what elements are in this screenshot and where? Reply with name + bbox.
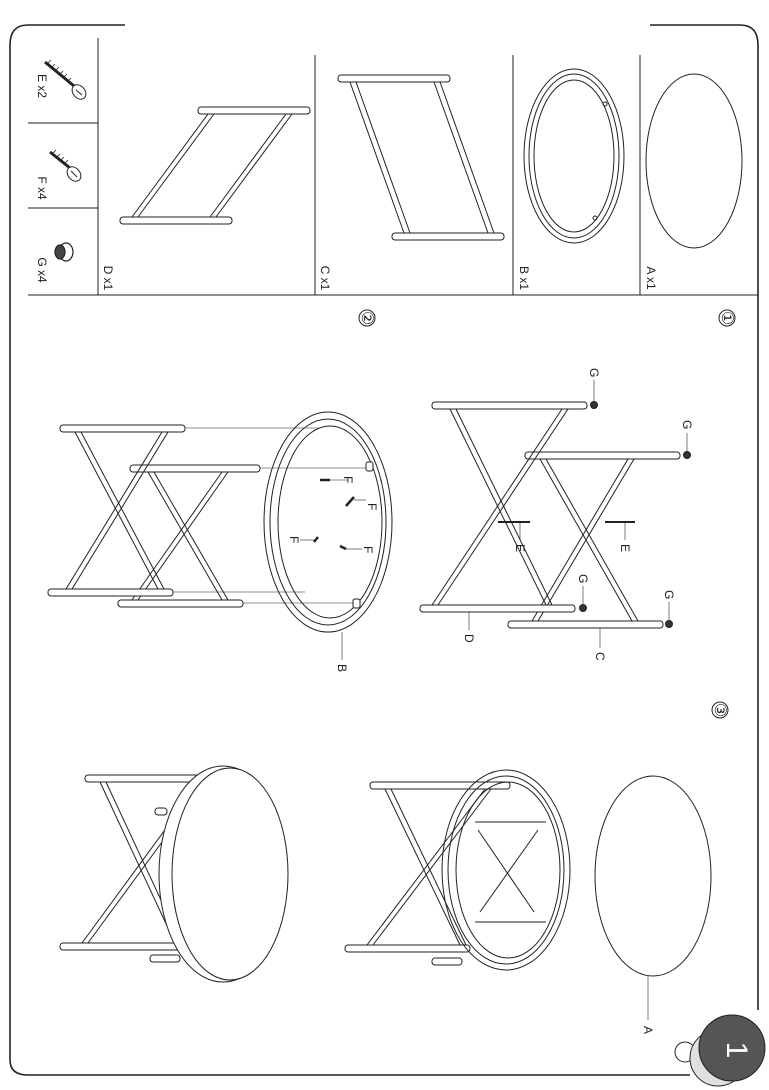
callout-b: B [335, 664, 349, 673]
foot-cap-icon [55, 243, 73, 261]
tray-ring-icon [524, 69, 624, 243]
step2-frames-with-caps [420, 380, 691, 648]
component-d-label: D x1 [101, 265, 115, 291]
component-c-label: C x1 [318, 265, 332, 291]
callout-e-2: E [618, 544, 632, 553]
step-2-number: ② [358, 310, 375, 326]
callout-e-1: E [513, 544, 527, 553]
step3-finished-table [60, 766, 288, 982]
page-number: 1 [720, 1041, 753, 1059]
callout-g-4: G [662, 590, 676, 600]
step3-exploded-top [345, 770, 711, 1020]
callout-g-2: G [680, 420, 694, 430]
callout-f-4: F [361, 546, 375, 554]
hardware-f-cell [35, 150, 84, 200]
long-screw-icon [45, 60, 89, 102]
callout-g-3: G [576, 574, 590, 584]
callout-f-2: F [365, 503, 379, 511]
callout-d: D [462, 634, 476, 643]
component-c-cell [318, 75, 504, 291]
step2-frame-with-ring [48, 412, 392, 660]
step-1-marker [718, 310, 735, 326]
callout-a: A [641, 1026, 655, 1035]
callout-g-1: G [587, 368, 601, 378]
hardware-e-cell [35, 60, 89, 102]
short-screw-icon [50, 150, 84, 184]
glass-top-icon [646, 74, 742, 248]
component-b-label: B x1 [517, 265, 531, 291]
hardware-e-label: E x2 [35, 73, 49, 99]
callout-f-1: F [341, 476, 355, 484]
frame-c-icon [338, 75, 504, 240]
component-a-cell [644, 74, 742, 290]
step3-glass-top [595, 776, 711, 976]
step2-left-labels [287, 476, 379, 672]
hardware-f-label: F x4 [35, 176, 49, 200]
frame-d-icon [120, 107, 310, 224]
component-b-cell [517, 69, 624, 290]
step-3-marker [711, 702, 728, 718]
callout-c: C [593, 652, 607, 661]
step-2-marker [358, 310, 375, 326]
callout-f-3: F [287, 536, 301, 544]
step-3-number: ③ [711, 702, 728, 718]
component-d-cell [101, 107, 310, 291]
component-a-label: A x1 [644, 266, 658, 290]
hardware-g-label: G x4 [35, 257, 49, 283]
hardware-g-cell [35, 243, 73, 283]
step-1-number: ① [718, 310, 735, 326]
